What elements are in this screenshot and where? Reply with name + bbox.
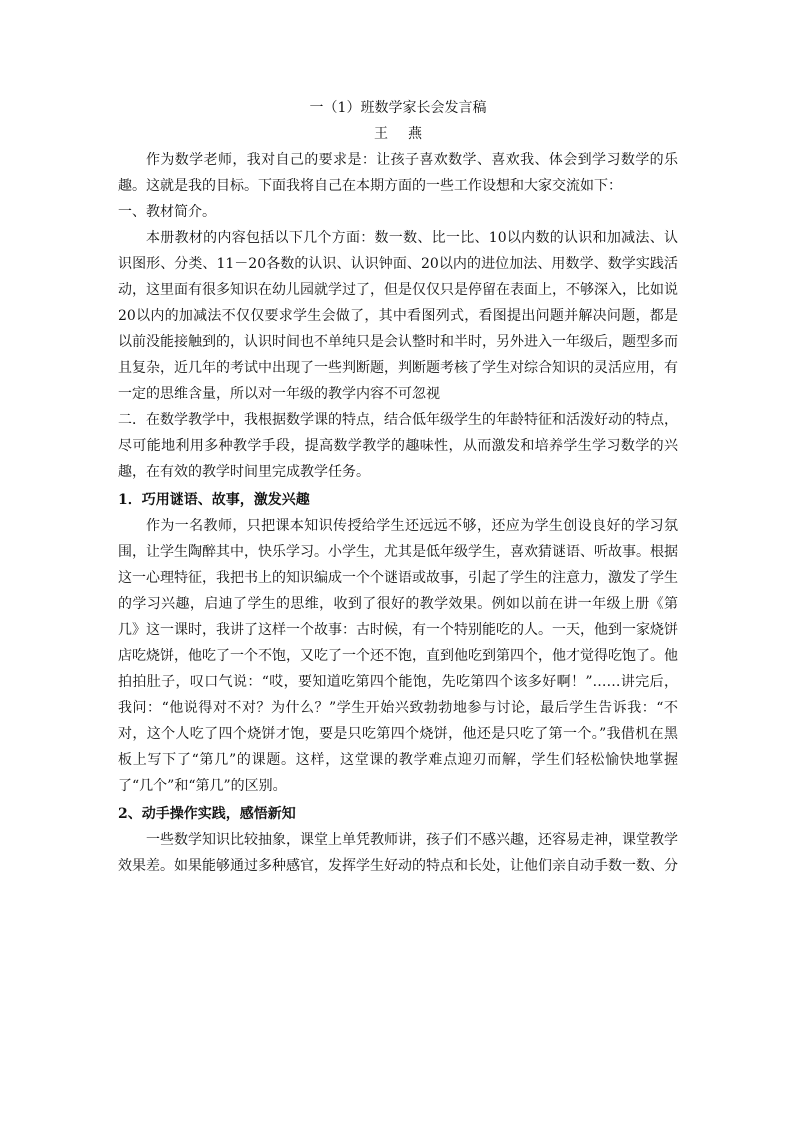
document-title: 一（1）班数学家长会发言稿: [309, 100, 487, 116]
section1-heading: 一、教材简介。: [118, 204, 216, 220]
subsection2-heading: 2、动手操作实践，感悟新知: [118, 806, 296, 822]
document-page: [118, 98, 678, 879]
subsection1-paragraph: 作为一名教师，只把课本知识传授给学生还远远不够，还应为学生创设良好的学习氛围，让学生陶醉其中，快乐学习。小学生，尤其是低年级学生，喜欢猜谜语、听故事。根据这一心理特征，我把书上的知识编成一个个谜语或故事，引起了学生的注意力，激发了学生的学习兴趣，启迪了学生的思维，收到了很好的教学效果。例如以前在讲一年级上册《第几》这一课时，我讲了这样一个故事：古时候，有一个特别能吃的人。一天，他到一家烧饼店吃烧饼，他吃了一个不饱，又吃了一个还不饱，直到他吃到第四个，他才觉得吃饱了。他拍拍肚子，叹口气说：“哎，要知道吃第四个能饱，先吃第四个该多好啊！”……讲完后，我问：“他说得对不对？为什么？”学生开始兴致勃勃地参与讨论，最后学生告诉我：“不对，这个人吃了四个烧饼才饱，要是只吃第四个烧饼，他还是只吃了第一个。”我借机在黑板上写下了“第几”的课题。这样，这堂课的教学难点迎刃而解，学生们轻松愉快地掌握了“几个”和“第几”的区别。: [118, 518, 678, 794]
author-name: 王燕: [374, 126, 442, 142]
section1-paragraph: 本册教材的内容包括以下几个方面：数一数、比一比、10以内数的认识和加减法、认识图形、分类、11－20各数的认识、认识钟面、20以内的进位加法、用数学、数学实践活动，这里面有很多知识在幼儿园就学过了，但是仅仅只是停留在表面上，不够深入，比如说20以内的加减法不仅仅要求学生会做了，其中看图列式，看图提出问题并解决问题，都是以前没能接触到的，认识时间也不单纯只是会认整时和半时，另外进入一年级后，题型多而且复杂，近几年的考试中出现了一些判断题，判断题考核了学生对综合知识的灵活应用，有一定的思维含量，所以对一年级的教学内容不可忽视: [118, 230, 678, 402]
subsection1-heading: 1．巧用谜语、故事，激发兴趣: [118, 492, 310, 508]
intro-paragraph: 作为数学老师，我对自己的要求是：让孩子喜欢数学、喜欢我、体会到学习数学的乐趣。这就是我的目标。下面我将自己在本期方面的一些工作设想和大家交流如下：: [118, 152, 678, 194]
subsection2-paragraph: 一些数学知识比较抽象，课堂上单凭教师讲，孩子们不感兴趣，还容易走神，课堂教学效果差。如果能够通过多种感官，发挥学生好动的特点和长处，让他们亲自动手数一数、分: [118, 832, 678, 874]
section2-paragraph: 二．在数学教学中，我根据数学课的特点，结合低年级学生的年龄特征和活泼好动的特点，尽可能地利用多种教学手段，提高数学教学的趣味性，从而激发和培养学生学习数学的兴趣，在有效的教学时间里完成教学任务。: [118, 412, 678, 480]
